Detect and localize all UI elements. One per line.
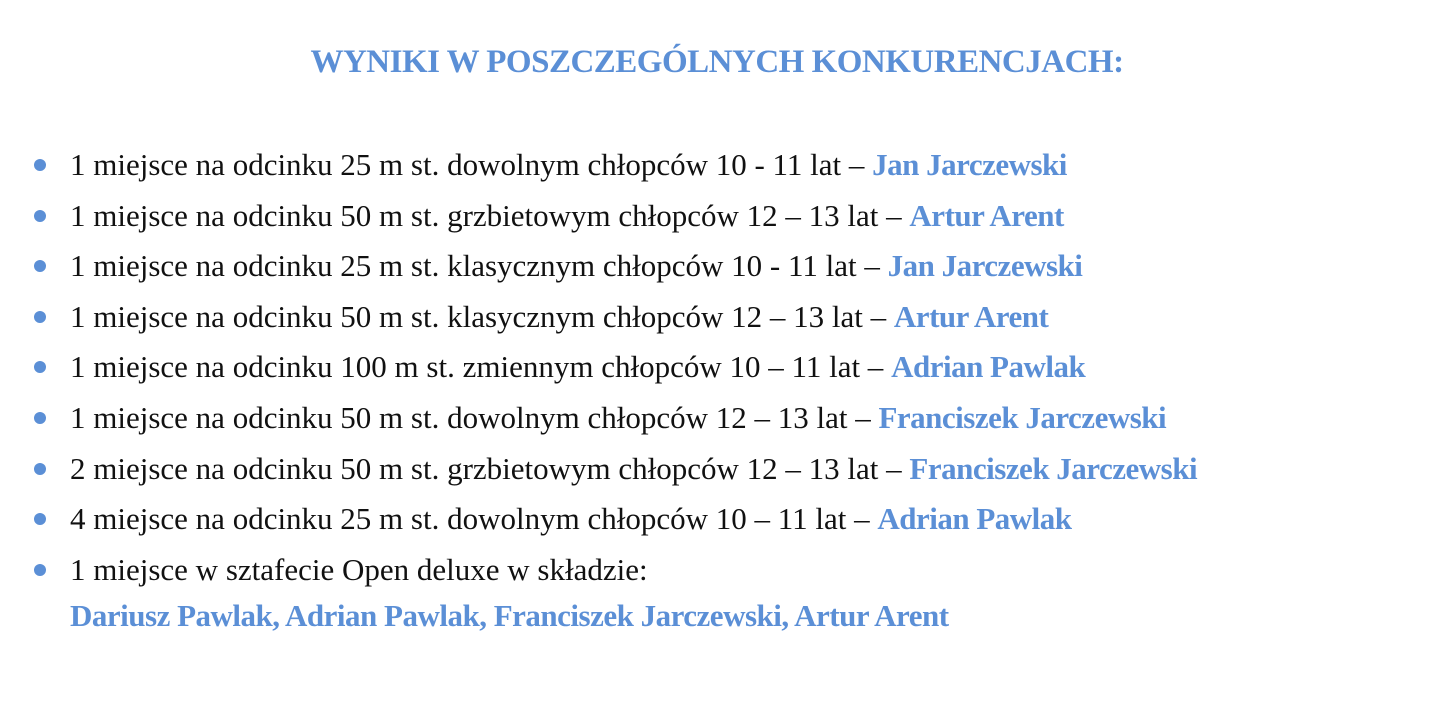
result-text <box>70 142 1067 188</box>
athlete-name: Adrian Pawlak <box>877 501 1072 537</box>
page-title: WYNIKI W POSZCZEGÓLNYCH KONKURENCJACH: <box>310 44 1124 80</box>
list-item <box>28 344 1428 395</box>
result-description: 1 miejsce na odcinku 50 m st. grzbietowym chłopców 12 – 13 lat – <box>70 197 910 233</box>
bullet-icon <box>34 564 46 576</box>
result-description: 2 miejsce na odcinku 50 m st. grzbietowym chłopców 12 – 13 lat – <box>70 450 910 486</box>
result-description: 1 miejsce na odcinku 50 m st. dowolnym chłopców 12 – 13 lat – <box>70 399 879 435</box>
list-item <box>28 193 1428 244</box>
bullet-icon <box>34 513 46 525</box>
result-text <box>70 243 1082 289</box>
results-list <box>28 142 1428 597</box>
bullet-icon <box>34 412 46 424</box>
bullet-icon <box>34 260 46 272</box>
athlete-name: Artur Arent <box>909 197 1064 233</box>
bullet-icon <box>34 159 46 171</box>
athlete-name: Franciszek Jarczewski <box>878 399 1167 435</box>
result-text <box>70 395 1166 441</box>
relay-team-names: Dariusz Pawlak, Adrian Pawlak, Franciszek Jarczewski, Artur Arent <box>70 598 949 633</box>
result-text <box>70 446 1197 492</box>
result-description: 1 miejsce na odcinku 25 m st. klasycznym chłopców 10 - 11 lat – <box>70 248 888 284</box>
result-text <box>70 193 1064 239</box>
athlete-name: Adrian Pawlak <box>891 349 1086 385</box>
bullet-icon <box>34 210 46 222</box>
bullet-icon <box>34 463 46 475</box>
list-item <box>28 446 1428 497</box>
list-item <box>28 547 1428 598</box>
athlete-name: Jan Jarczewski <box>887 248 1083 284</box>
bullet-icon <box>34 361 46 373</box>
result-description: 1 miejsce na odcinku 25 m st. dowolnym chłopców 10 - 11 lat – <box>70 147 873 182</box>
list-item <box>28 243 1428 294</box>
list-item <box>28 294 1428 345</box>
athlete-name: Jan Jarczewski <box>872 147 1067 182</box>
result-text <box>70 344 1085 390</box>
result-text <box>70 496 1072 542</box>
result-text <box>70 294 1048 340</box>
list-item <box>28 142 1428 193</box>
result-description: 1 miejsce na odcinku 100 m st. zmiennym chłopców 10 – 11 lat – <box>70 349 892 385</box>
result-description: 1 miejsce w sztafecie Open deluxe w składzie: <box>70 551 648 587</box>
bullet-icon <box>34 311 46 323</box>
result-text <box>70 547 648 593</box>
list-item <box>28 496 1428 547</box>
result-description: 1 miejsce na odcinku 50 m st. klasycznym chłopców 12 – 13 lat – <box>70 298 894 334</box>
list-item <box>28 395 1428 446</box>
athlete-name: Franciszek Jarczewski <box>909 450 1198 486</box>
result-description: 4 miejsce na odcinku 25 m st. dowolnym chłopców 10 – 11 lat – <box>70 501 878 537</box>
athlete-name: Artur Arent <box>893 298 1049 334</box>
